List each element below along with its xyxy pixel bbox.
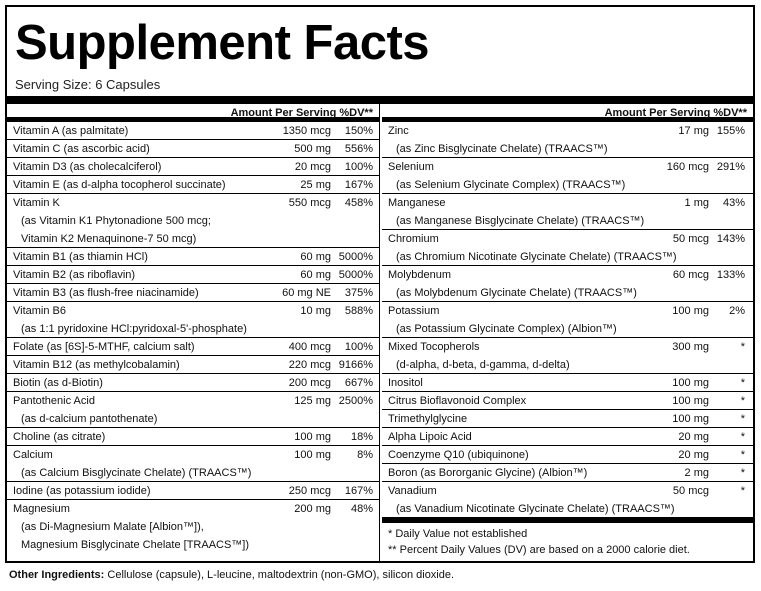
other-ingredients-text: Cellulose (capsule), L-leucine, maltodextrin (non-GMO), silicon dioxide. (104, 569, 455, 581)
nutrient-name: Vitamin A (as palmitate) (13, 125, 129, 137)
nutrient-dv: 167% (344, 179, 373, 191)
nutrient-source: (as Chromium Nicotinate Glycinate Chelate) (TRAACS™) (396, 251, 677, 263)
nutrient-amount: 20 mg (678, 431, 709, 443)
nutrient-amount: 550 mcg (288, 197, 331, 209)
nutrient-name: Molybdenum (388, 269, 451, 281)
nutrient-dv: 9166% (338, 359, 373, 371)
footnote-daily-value: * Daily Value not established (388, 528, 528, 540)
nutrient-amount: 125 mg (294, 395, 331, 407)
nutrient-dv: 5000% (338, 269, 373, 281)
nutrient-amount: 1350 mcg (282, 125, 331, 137)
nutrient-row (382, 464, 753, 482)
nutrient-row (382, 158, 753, 194)
nutrient-dv: 150% (344, 125, 373, 137)
nutrient-row (382, 446, 753, 464)
nutrient-dv: 588% (344, 305, 373, 317)
nutrient-name: Iodine (as potassium iodide) (13, 485, 151, 497)
nutrient-name: Calcium (13, 449, 53, 461)
nutrient-row (7, 122, 379, 140)
right-nutrient-list (382, 122, 753, 518)
nutrient-amount: 500 mg (294, 143, 331, 155)
nutrient-row (382, 230, 753, 266)
nutrient-dv: 48% (350, 503, 373, 515)
nutrient-row (382, 266, 753, 302)
nutrient-source: (as 1:1 pyridoxine HCl:pyridoxal-5'-phosphate) (21, 323, 247, 335)
nutrient-dv: 291% (716, 161, 745, 173)
nutrient-name: Vitamin B6 (13, 305, 66, 317)
nutrient-row (7, 194, 379, 248)
nutrient-amount: 50 mcg (672, 485, 709, 497)
nutrient-name: Biotin (as d-Biotin) (13, 377, 103, 389)
nutrient-row (7, 248, 379, 266)
right-column (382, 104, 753, 561)
nutrient-dv: * (740, 431, 745, 443)
nutrient-amount: 60 mg (300, 269, 331, 281)
nutrient-dv: * (740, 395, 745, 407)
thick-divider (7, 96, 753, 104)
nutrient-name: Vitamin D3 (as cholecalciferol) (13, 161, 162, 173)
nutrient-dv: * (740, 413, 745, 425)
nutrient-dv: 133% (716, 269, 745, 281)
nutrient-name: Folate (as [6S]-5-MTHF, calcium salt) (13, 341, 195, 353)
nutrient-row (7, 374, 379, 392)
amount-dv-header: Amount Per Serving %DV** (230, 107, 373, 119)
nutrient-amount: 100 mg (294, 449, 331, 461)
left-column (7, 104, 380, 561)
nutrient-source: (as Potassium Glycinate Complex) (Albion™) (396, 323, 617, 335)
nutrient-row (7, 140, 379, 158)
nutrient-name: Vitamin E (as d-alpha tocopherol succinate) (13, 179, 226, 191)
nutrient-dv: 155% (716, 125, 745, 137)
nutrient-row (382, 482, 753, 518)
left-column-header (7, 104, 379, 122)
nutrient-dv: * (740, 485, 745, 497)
nutrient-name: Magnesium (13, 503, 70, 515)
nutrient-name: Choline (as citrate) (13, 431, 106, 443)
nutrient-amount: 200 mcg (288, 377, 331, 389)
serving-size: Serving Size: 6 Capsules (15, 77, 161, 92)
nutrient-source: Magnesium Bisglycinate Chelate [TRAACS™]) (21, 539, 250, 551)
nutrient-source: (as Di-Magnesium Malate [Albion™]), (21, 521, 204, 533)
nutrient-name: Coenzyme Q10 (ubiquinone) (388, 449, 529, 461)
left-nutrient-list (7, 122, 379, 554)
footnote-percent-dv: ** Percent Daily Values (DV) are based on a 2000 calorie diet. (388, 544, 690, 556)
nutrient-dv: 556% (344, 143, 373, 155)
nutrient-amount: 50 mcg (672, 233, 709, 245)
nutrient-row (7, 266, 379, 284)
nutrient-dv: * (740, 377, 745, 389)
nutrient-dv: * (740, 341, 745, 353)
nutrient-name: Citrus Bioflavonoid Complex (388, 395, 527, 407)
nutrient-dv: 100% (344, 341, 373, 353)
nutrient-dv: 167% (344, 485, 373, 497)
nutrient-name: Pantothenic Acid (13, 395, 95, 407)
nutrient-row (382, 410, 753, 428)
nutrient-row (382, 374, 753, 392)
nutrient-dv: 375% (344, 287, 373, 299)
nutrient-row (382, 122, 753, 158)
nutrient-amount: 10 mg (300, 305, 331, 317)
nutrient-name: Potassium (388, 305, 440, 317)
nutrient-source: (as Selenium Glycinate Complex) (TRAACS™) (396, 179, 626, 191)
nutrient-name: Manganese (388, 197, 446, 209)
nutrient-dv: 100% (344, 161, 373, 173)
nutrient-source: (as Zinc Bisglycinate Chelate) (TRAACS™) (396, 143, 608, 155)
nutrient-source: (as Vanadium Nicotinate Glycinate Chelate) (TRAACS™) (396, 503, 675, 515)
nutrient-source: (as Manganese Bisglycinate Chelate) (TRAACS™) (396, 215, 645, 227)
nutrient-amount: 100 mg (672, 413, 709, 425)
nutrient-dv: 2500% (338, 395, 373, 407)
other-ingredients (9, 569, 454, 581)
nutrient-amount: 1 mg (684, 197, 709, 209)
nutrient-amount: 250 mcg (288, 485, 331, 497)
nutrient-row (382, 392, 753, 410)
nutrient-name: Vitamin C (as ascorbic acid) (13, 143, 150, 155)
nutrient-row (7, 158, 379, 176)
panel-title: Supplement Facts (15, 16, 430, 70)
nutrient-name: Vitamin B1 (as thiamin HCl) (13, 251, 148, 263)
right-column-header (382, 104, 753, 122)
nutrient-amount: 60 mg NE (282, 287, 331, 299)
nutrient-row (7, 356, 379, 374)
nutrient-row (7, 392, 379, 428)
supplement-facts-panel (5, 5, 755, 563)
nutrient-name: Selenium (388, 161, 434, 173)
nutrient-row (7, 482, 379, 500)
nutrient-amount: 160 mcg (666, 161, 709, 173)
nutrient-amount: 20 mg (678, 449, 709, 461)
nutrient-row (382, 194, 753, 230)
nutrient-dv: 2% (729, 305, 745, 317)
nutrient-name: Boron (as Bororganic Glycine) (Albion™) (388, 467, 588, 479)
nutrient-amount: 200 mg (294, 503, 331, 515)
nutrient-amount: 220 mcg (288, 359, 331, 371)
nutrient-name: Vitamin B12 (as methylcobalamin) (13, 359, 180, 371)
nutrient-row (382, 338, 753, 374)
nutrient-name: Vitamin K (13, 197, 60, 209)
nutrient-amount: 100 mg (672, 395, 709, 407)
nutrient-amount: 100 mg (294, 431, 331, 443)
nutrient-amount: 400 mcg (288, 341, 331, 353)
nutrient-dv: 5000% (338, 251, 373, 263)
nutrient-row (382, 428, 753, 446)
nutrient-dv: 143% (716, 233, 745, 245)
nutrient-source: (as d-calcium pantothenate) (21, 413, 158, 425)
nutrient-amount: 25 mg (300, 179, 331, 191)
nutrient-amount: 60 mg (300, 251, 331, 263)
nutrient-row (7, 500, 379, 554)
nutrient-row (7, 428, 379, 446)
nutrient-dv: * (740, 467, 745, 479)
nutrient-amount: 300 mg (672, 341, 709, 353)
nutrient-name: Vitamin B3 (as flush-free niacinamide) (13, 287, 199, 299)
nutrient-name: Chromium (388, 233, 439, 245)
nutrient-source: (as Calcium Bisglycinate Chelate) (TRAACS™) (21, 467, 252, 479)
amount-dv-header: Amount Per Serving %DV** (604, 107, 747, 119)
nutrient-source: (d-alpha, d-beta, d-gamma, d-delta) (396, 359, 570, 371)
other-ingredients-label: Other Ingredients: (9, 569, 105, 581)
nutrient-row (7, 302, 379, 338)
nutrient-name: Inositol (388, 377, 423, 389)
nutrient-row (7, 176, 379, 194)
nutrient-dv: * (740, 449, 745, 461)
nutrient-amount: 60 mcg (672, 269, 709, 281)
thick-divider (382, 518, 753, 523)
footnotes (382, 523, 753, 561)
nutrient-name: Vanadium (388, 485, 437, 497)
nutrient-source: (as Vitamin K1 Phytonadione 500 mcg; (21, 215, 211, 227)
nutrient-dv: 18% (350, 431, 373, 443)
nutrient-name: Alpha Lipoic Acid (388, 431, 472, 443)
nutrient-name: Zinc (388, 125, 409, 137)
nutrient-name: Mixed Tocopherols (388, 341, 480, 353)
nutrient-dv: 667% (344, 377, 373, 389)
nutrient-name: Vitamin B2 (as riboflavin) (13, 269, 136, 281)
nutrient-row (7, 446, 379, 482)
nutrient-source: Vitamin K2 Menaquinone-7 50 mcg) (21, 233, 197, 245)
nutrient-dv: 8% (357, 449, 373, 461)
nutrient-amount: 17 mg (678, 125, 709, 137)
nutrient-amount: 100 mg (672, 305, 709, 317)
nutrient-amount: 100 mg (672, 377, 709, 389)
nutrient-row (7, 338, 379, 356)
nutrient-dv: 43% (722, 197, 745, 209)
nutrient-dv: 458% (344, 197, 373, 209)
nutrient-amount: 2 mg (684, 467, 709, 479)
nutrient-source: (as Molybdenum Glycinate Chelate) (TRAACS™) (396, 287, 637, 299)
nutrient-name: Trimethylglycine (388, 413, 468, 425)
nutrient-amount: 20 mcg (294, 161, 331, 173)
nutrient-row (7, 284, 379, 302)
nutrient-row (382, 302, 753, 338)
